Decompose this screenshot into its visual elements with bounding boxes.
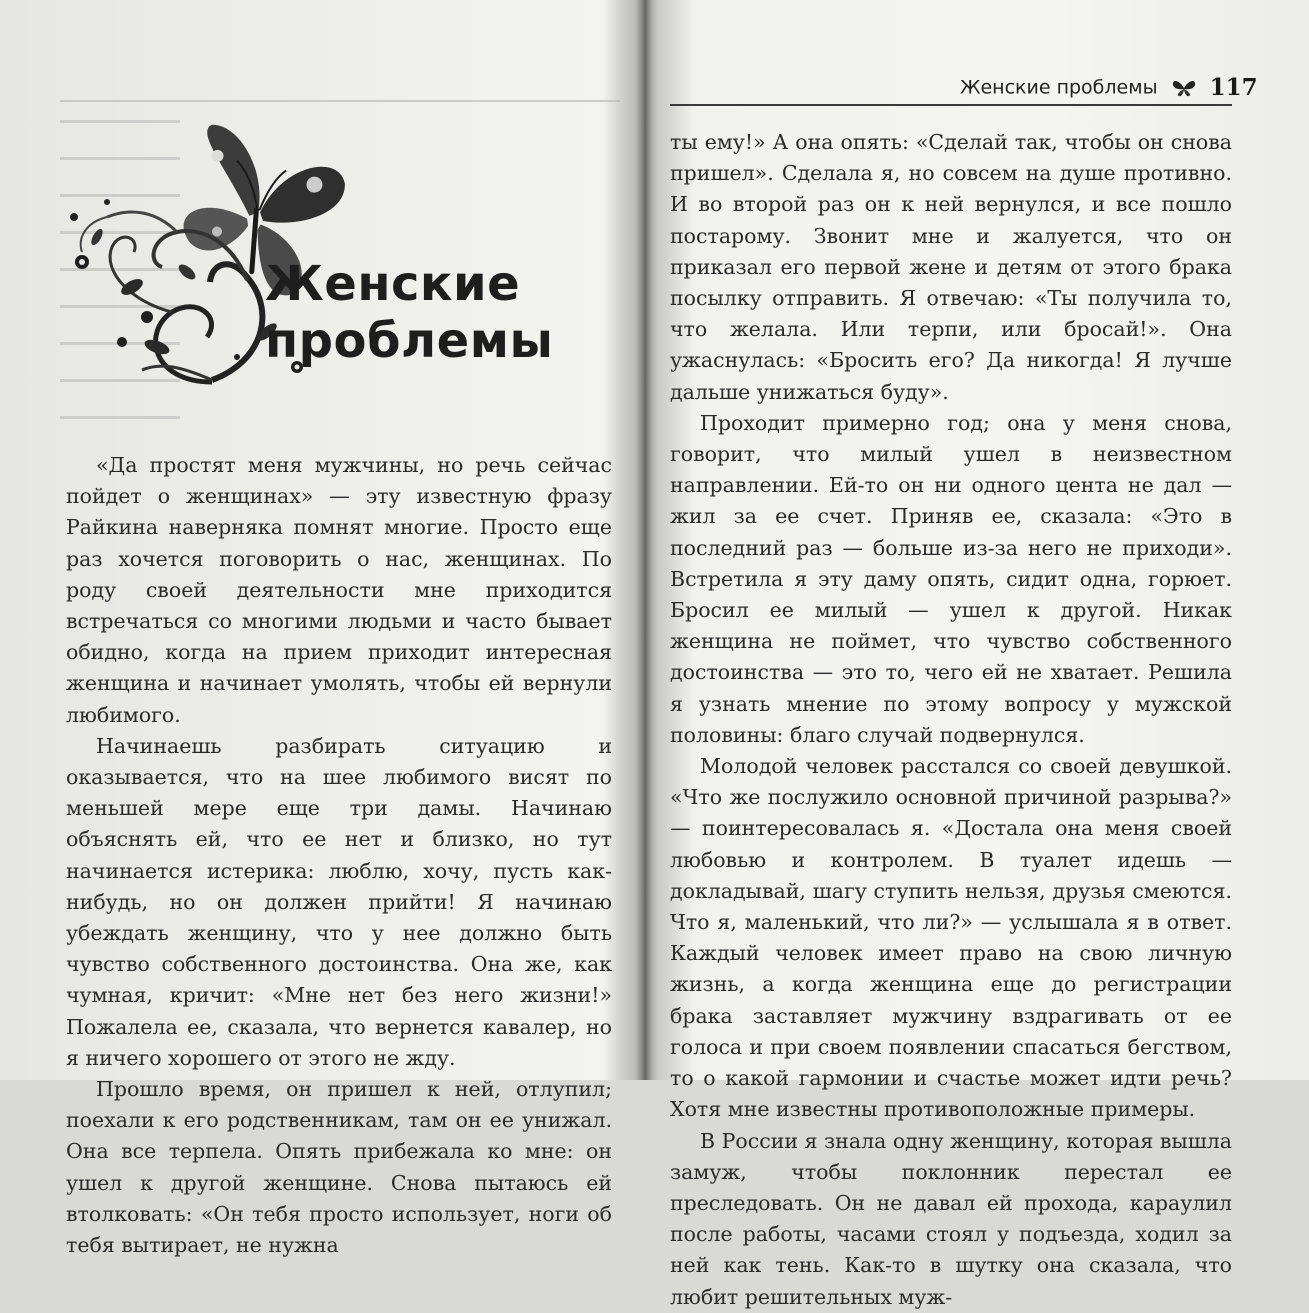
paragraph: «Да простят меня мужчины, но речь сейчас пойдет о женщинах» — эту известную фразу Райкина наверняка помнят многие. Просто еще раз хочется поговорить о нас, женщинах. По роду своей деятельности мне приходится встречаться со многими людьми и часто бывает обидно, когда на прием приходит интересная женщина и начинает умолять, чтобы ей вернули любимого. [66, 453, 612, 727]
running-head-title: Женские проблемы [960, 76, 1158, 99]
chapter-title-line: проблемы [265, 313, 554, 369]
paragraph: Прошло время, он пришел к ней, отлупил; поехали к его родственникам, там он ее унижал. Она все терпела. Опять прибежала ко мне: он ушел к другой женщине. Снова пытаюсь ей втолковать: «Он тебя просто использует, ноги об тебя вытирает, не нужна [66, 1077, 612, 1258]
book-gutter [636, 0, 652, 1080]
bleed-through-rule [60, 100, 620, 102]
right-page-text [670, 127, 1232, 1313]
paragraph: В России я знала одну женщину, которая вышла замуж, чтобы поклонник перестал ее преследовать. Он не давал ей прохода, караулил после работы, часами стоял у подъезда, ходил за ней как тень. Как-то в шутку она сказала, что любит решительных муж- [670, 1128, 1232, 1309]
butterfly-icon [1172, 79, 1196, 97]
header-rule [670, 104, 1232, 106]
page-number: 117 [1209, 74, 1258, 101]
right-page [650, 0, 1309, 1309]
left-page-text [66, 450, 612, 1261]
paragraph: Проходит примерно год; она у меня снова, говорит, что милый ушел в неизвестном направлении. Ей-то он ни одного цента не дал — жил за ее счет. Приняв ее, сказала: «Это в последний раз — больше из-за него не приходи». Встретила я эту даму опять, сидит одна, горюет. Бросил ее милый — ушел к другой. Никак женщина не поймет, что чувство собственного достоинства — это то, чего ей не хватает. Решила я узнать мнение по этому вопросу у мужской половины: благо случай подвернулся. [670, 410, 1232, 747]
chapter-title [265, 256, 553, 370]
left-page [0, 0, 640, 1258]
paragraph: Начинаешь разбирать ситуацию и оказывается, что на шее любимого висят по меньшей мере еще три дамы. Начинаю объяснять ей, что ее нет и близко, но тут начинается истерика: люблю, хочу, пусть как-нибудь, но он должен прийти! Я начинаю убеждать женщину, что у нее должно быть чувство собственного достоинства. Она же, как чумная, кричит: «Мне нет без него жизни!» Пожалела ее, сказала, что вернется кавалер, но я ничего хорошего от этого не жду. [66, 733, 612, 1070]
running-head [960, 74, 1258, 104]
paragraph: ты ему!» А она опять: «Сделай так, чтобы он снова пришел». Сделала я, но совсем на душе противно. И во второй раз он к ней вернулся, и все пошло постарому. Звонит мне и жалуется, что он приказал его первой жене и детям от этого брака посылку отправить. Я отвечаю: «Ты получила то, что желала. Или терпи, или бросай!». Она ужаснулась: «Бросить его? Да никогда! Я лучше дальше унижаться буду». [670, 130, 1232, 404]
chapter-title-line: Женские [265, 256, 521, 312]
paragraph: Молодой человек расстался со своей девушкой. «Что же послужило основной причиной разрыва?» — поинтересовалась я. «Достала она меня своей любовью и контролем. В туалет идешь — докладывай, шагу ступить нельзя, друзья смеются. Что я, маленький, что ли?» — услышала я в ответ. Каждый человек имеет право на свою личную жизнь, а когда женщина еще до регистрации брака заставляет мужчину вздрагивать от ее голоса и при своем появлении спасаться бегством, то о какой гармонии и счастье может идти речь? Хотя мне известны противоположные примеры. [670, 754, 1232, 1122]
